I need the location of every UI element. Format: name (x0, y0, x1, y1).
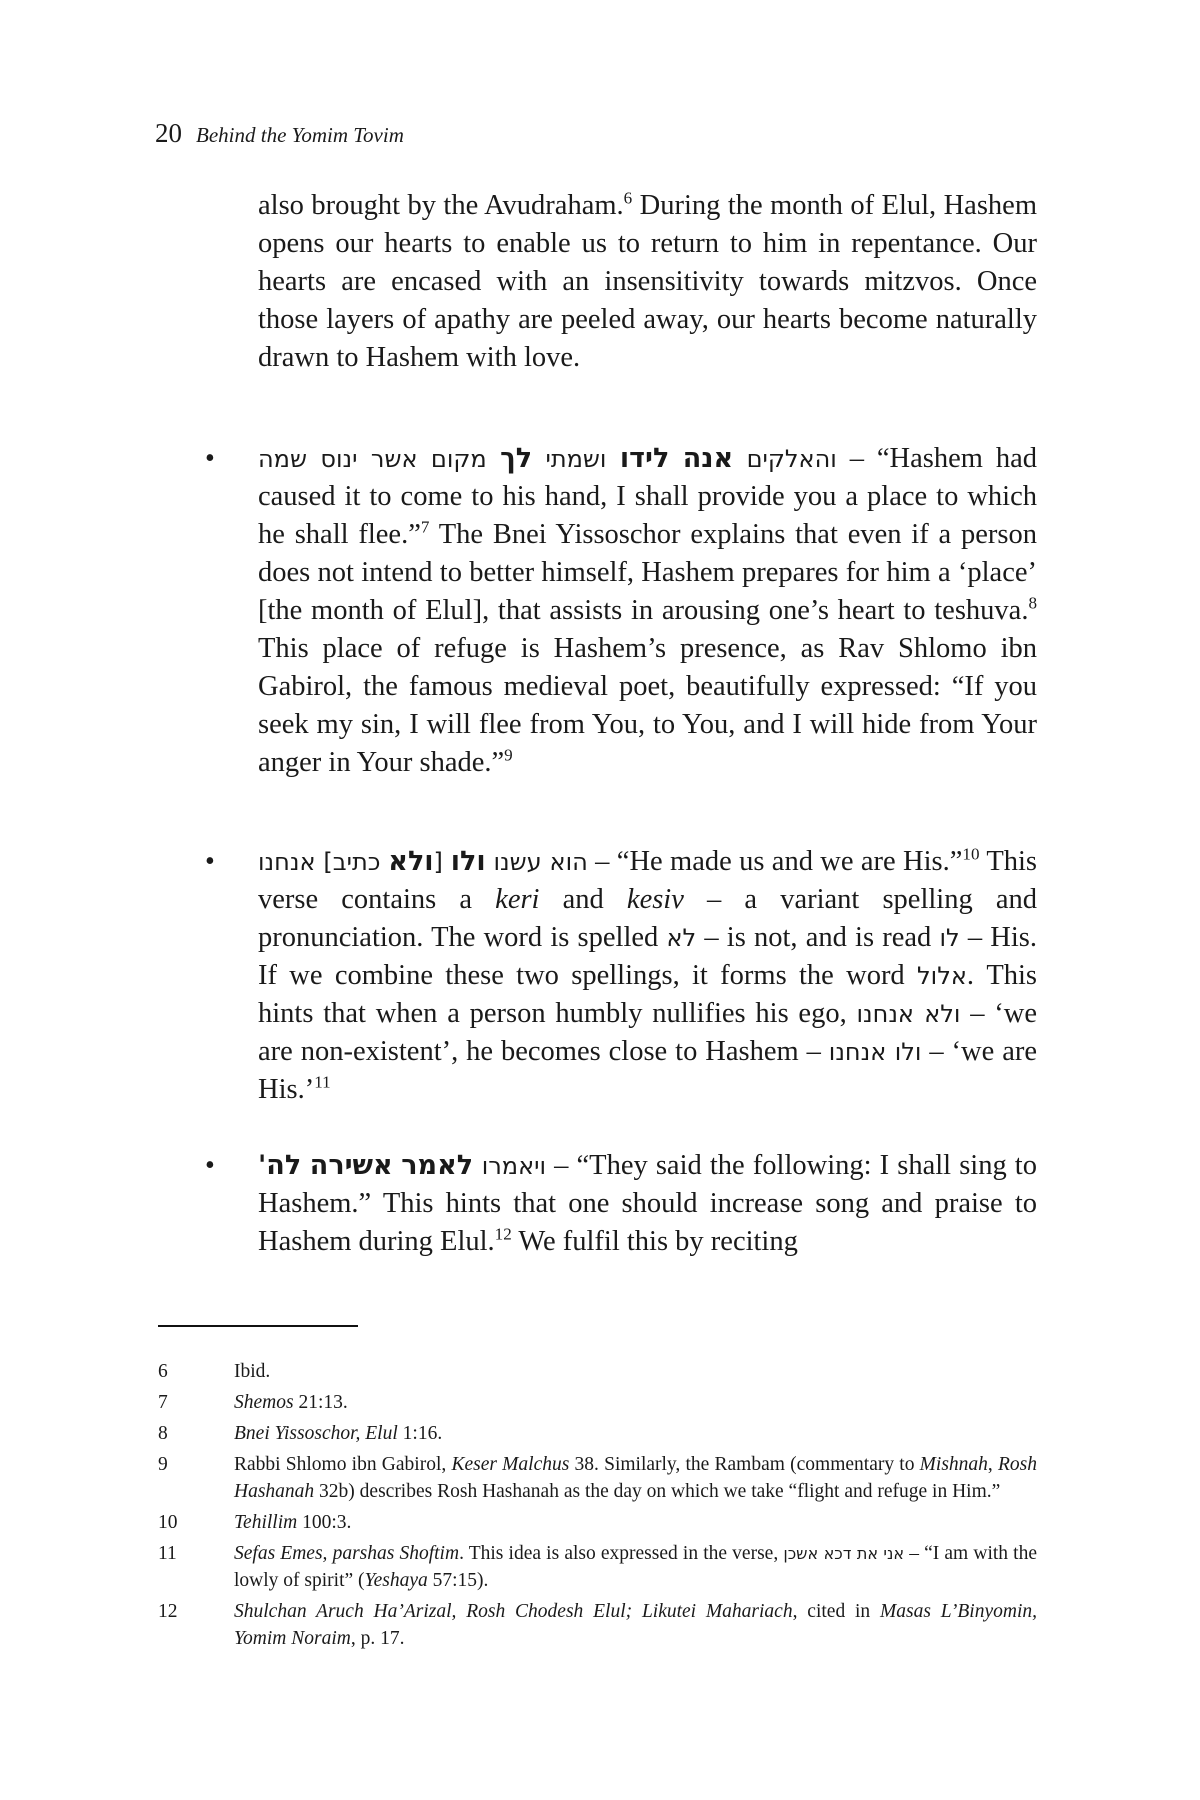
bullet-text: ויאמרו לאמר אשירה לה' – “They said the following: I shall sing to Hashem.” This hints that one should increase song and praise to Hashem during Elul.$^{12}$ We fulfil this by reciting (258, 1150, 1037, 1257)
footnotes (158, 1358, 1037, 1656)
footnote (158, 1509, 1037, 1536)
intro-paragraph (258, 187, 1037, 377)
footnote-ref[interactable]: 12 (494, 1224, 512, 1244)
footnote-number: 9 (158, 1454, 168, 1475)
footnote-text: Shulchan Aruch Ha’Arizal, Rosh Chodesh Elul; Likutei Maharіach, cited in Masas L’Binyomin, Yomim Noraim, p. 17. (234, 1601, 1037, 1649)
footnote-text: Rabbi Shlomo ibn Gabirol, Keser Malchus 38. Similarly, the Rambam (commentary to Mishnah, Rosh Hashanah 32b) describes Rosh Hashanah as the day on which we take “flight and refuge in Him.” (234, 1454, 1038, 1502)
footnote-text: Bnei Yissoschor, Elul 1:16. (234, 1423, 443, 1444)
bullet-text: הוא עשנו ולו [ולא כתיב] אנחנו – “He made us and we are His.”$^{10}$ This verse contains a keri and kesiv – a variant spelling and pronunciation. The word is spelled לא – is not, and is read לו – His. If we combine these two spellings, it forms the word אלול. This hints that when a person humbly nullifies his ego, ולא אנחנו – ‘we are non-existent’, he becomes close to Hashem – ולו אנחנו – ‘we are His.’$^{11}$ (258, 844, 1038, 1105)
hebrew-word: לו (939, 924, 960, 952)
footnote-ref[interactable]: 9 (504, 745, 513, 765)
footnote-number: 10 (158, 1512, 178, 1533)
footnote (158, 1358, 1037, 1385)
bullet-text: והאלקים אנה לידו ושמתי לך מקום אשר ינוס שמה – “Hashem had caused it to come to his hand, I shall provide you a place to which he shall flee.”$^7$ The Bnei Yissoschor explains that even if a person does not intend to better himself, Hashem prepares for him a ‘place’ [the month of Elul], that assists in arousing one’s heart to teshuva.$^8$ This place of refuge is Hashem’s presence, as Rav Shlomo ibn Gabirol, the famous medieval poet, beautifully expressed: “If you seek my sin, I will flee from You, to You, and I will hide from Your anger in Your shade.”$^9$ (258, 443, 1037, 778)
footnote-text: Sefas Emes, parshas Shoftim. This idea is also expressed in the verse, אני את דכא אשכן – “I am with the lowly of spirit” (Yeshaya 57:15). (234, 1543, 1038, 1591)
footnote-number: 6 (158, 1361, 168, 1382)
footnote-divider (158, 1325, 358, 1327)
hebrew-word: ולו אנחנו (828, 1038, 922, 1066)
hebrew-word: לא (666, 924, 697, 952)
footnote-text: Tehillim 100:3. (234, 1512, 352, 1533)
hebrew-word: אלול (917, 962, 967, 990)
bullet-icon: • (205, 846, 215, 877)
footnote-ref[interactable]: 8 (1028, 593, 1037, 613)
bullet-item (205, 1147, 1037, 1261)
footnote (158, 1451, 1037, 1505)
bullet-item (205, 440, 1037, 782)
footnote-ref[interactable]: 6 (623, 188, 633, 208)
footnote-text: Shemos 21:13. (234, 1392, 348, 1413)
footnote-ref[interactable]: 10 (962, 844, 980, 864)
footnote (158, 1598, 1037, 1652)
hebrew-verse: והאלקים אנה לידו ושמתי לך מקום אשר ינוס שמה (258, 443, 837, 474)
footnote-text: Ibid. (234, 1361, 271, 1382)
bullet-icon: • (205, 1150, 215, 1181)
footnote-number: 8 (158, 1423, 168, 1444)
intro-text: also brought by the Avudraham. (258, 190, 624, 221)
hebrew-verse: הוא עשנו ולו [ולא כתיב] אנחנו (258, 846, 588, 877)
footnote-ref[interactable]: 11 (314, 1072, 331, 1092)
footnote-number: 11 (158, 1543, 177, 1564)
footnote (158, 1420, 1037, 1447)
page-number: 20 (155, 118, 182, 148)
intro-text: During the month of Elul, Hashem opens our hearts to enable us to return to him in repentance. Our hearts are encased with an insensitivity towards mitzvos. Once those layers of apathy are peeled away, our hearts become naturally drawn to Hashem with love. (258, 190, 1037, 373)
running-header (155, 118, 404, 152)
footnote-ref[interactable]: 7 (420, 517, 430, 537)
hebrew-word: ולא אנחנו (856, 1000, 961, 1028)
footnote (158, 1540, 1037, 1594)
hebrew-verse: ויאמרו לאמר אשירה לה' (258, 1150, 547, 1181)
footnote-number: 7 (158, 1392, 168, 1413)
footnote (158, 1389, 1037, 1416)
footnote-number: 12 (158, 1601, 178, 1622)
bullet-item (205, 843, 1037, 1109)
bullet-icon: • (205, 443, 215, 474)
running-title: Behind the Yomim Tovim (196, 123, 404, 147)
